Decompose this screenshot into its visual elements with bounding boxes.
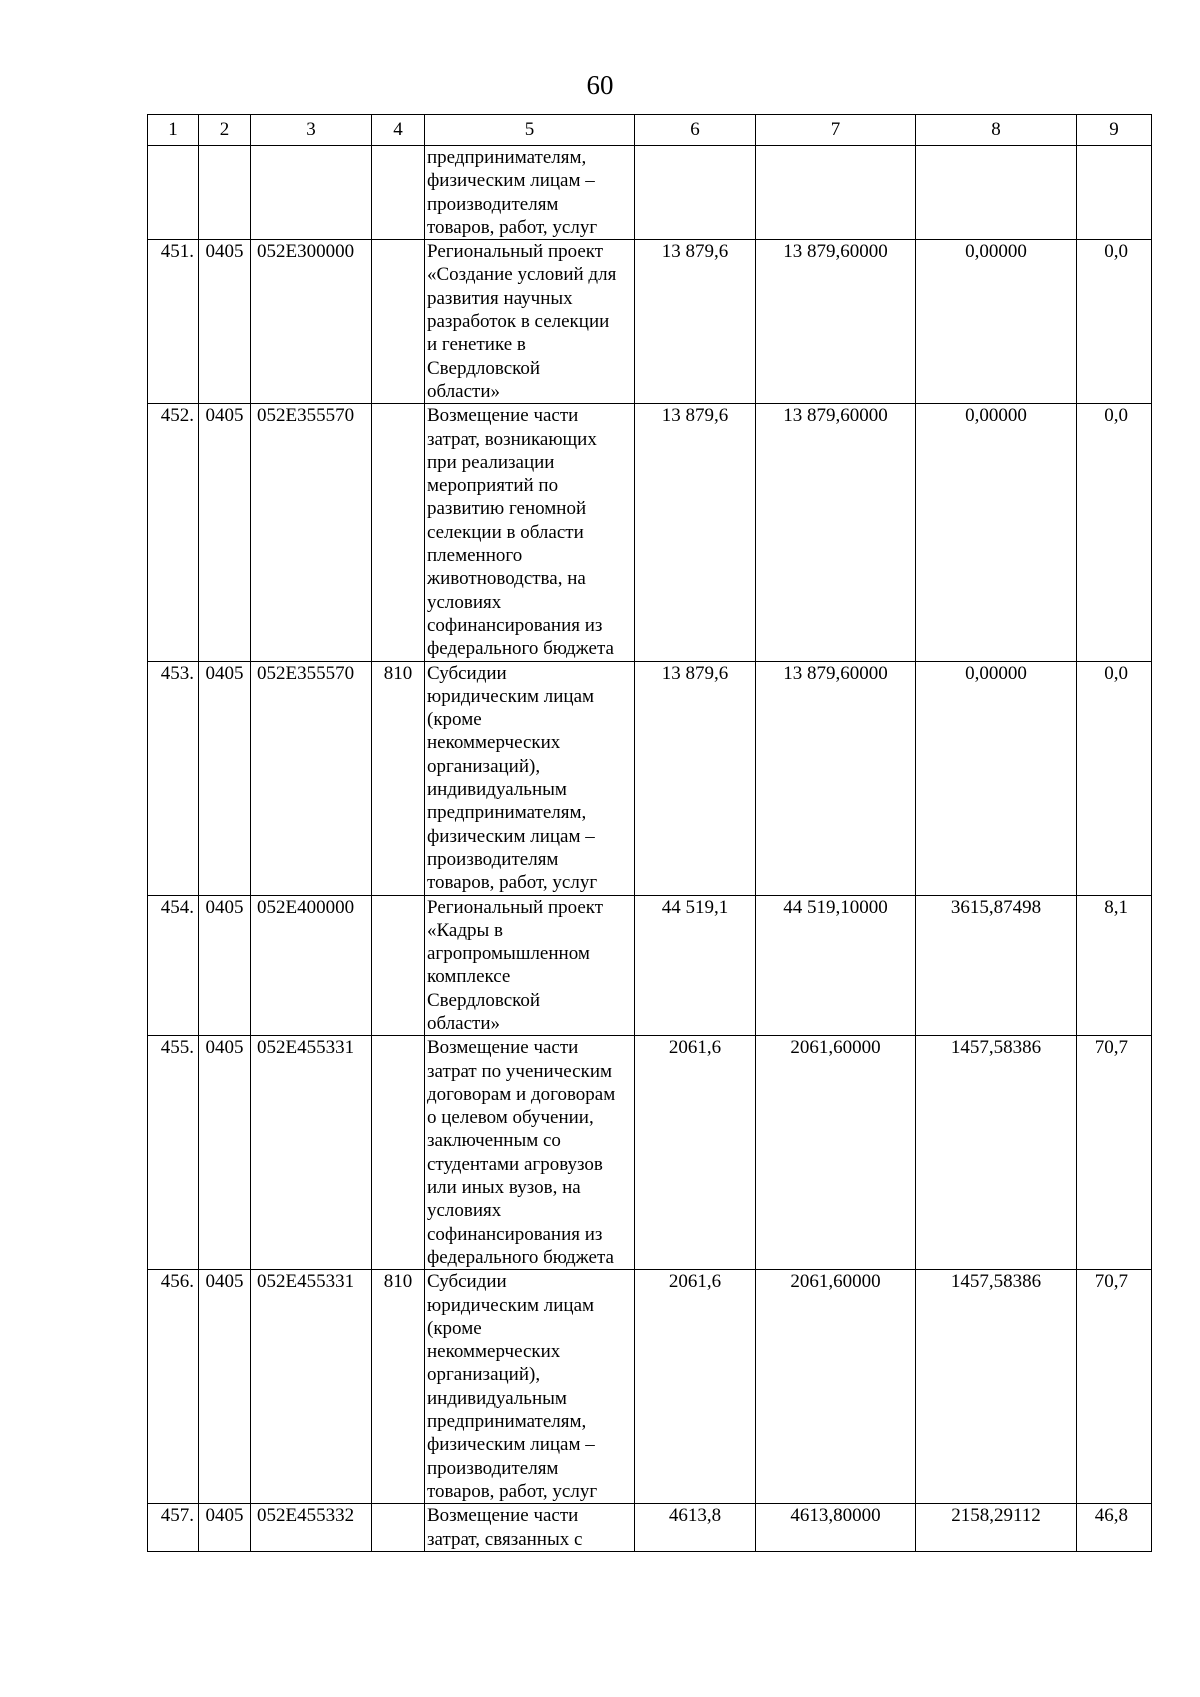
execution-percent-cell: 70,7 xyxy=(1077,1036,1152,1270)
plan-amount-cell: 2061,6 xyxy=(635,1270,756,1504)
row-number-cell: 456. xyxy=(148,1270,199,1504)
approved-amount-cell: 13 879,60000 xyxy=(756,404,916,661)
target-article-code-cell: 052E355570 xyxy=(251,661,372,895)
table-row xyxy=(148,1270,1152,1504)
plan-amount-cell xyxy=(635,146,756,240)
execution-percent-cell: 0,0 xyxy=(1077,240,1152,404)
header-cell-3: 3 xyxy=(251,115,372,146)
execution-percent-cell: 46,8 xyxy=(1077,1504,1152,1552)
header-cell-8: 8 xyxy=(916,115,1077,146)
item-name-cell: Региональный проект «Кадры в агропромышленном комплексе Свердловской области» xyxy=(425,895,635,1036)
row-number-cell: 457. xyxy=(148,1504,199,1552)
expense-type-code-cell xyxy=(372,1504,425,1552)
row-number-cell xyxy=(148,146,199,240)
item-name-cell: Возмещение части затрат, связанных с xyxy=(425,1504,635,1552)
section-code-cell: 0405 xyxy=(199,1036,251,1270)
target-article-code-cell: 052E455332 xyxy=(251,1504,372,1552)
approved-amount-cell: 13 879,60000 xyxy=(756,240,916,404)
expense-type-code-cell xyxy=(372,146,425,240)
approved-amount-cell: 44 519,10000 xyxy=(756,895,916,1036)
budget-table xyxy=(147,114,1152,1552)
header-cell-7: 7 xyxy=(756,115,916,146)
expense-type-code-cell: 810 xyxy=(372,1270,425,1504)
expense-type-code-cell: 810 xyxy=(372,661,425,895)
table-row xyxy=(148,661,1152,895)
plan-amount-cell: 4613,8 xyxy=(635,1504,756,1552)
plan-amount-cell: 13 879,6 xyxy=(635,240,756,404)
item-name-cell: Субсидии юридическим лицам (кроме некоммерческих организаций), индивидуальным предпринимателям, физическим лицам – производителям товаров, работ, услуг xyxy=(425,1270,635,1504)
execution-percent-cell: 0,0 xyxy=(1077,661,1152,895)
header-cell-6: 6 xyxy=(635,115,756,146)
plan-amount-cell: 13 879,6 xyxy=(635,404,756,661)
target-article-code-cell: 052E455331 xyxy=(251,1270,372,1504)
section-code-cell: 0405 xyxy=(199,240,251,404)
row-number-cell: 453. xyxy=(148,661,199,895)
section-code-cell: 0405 xyxy=(199,661,251,895)
table-row xyxy=(148,895,1152,1036)
plan-amount-cell: 13 879,6 xyxy=(635,661,756,895)
table-row xyxy=(148,1504,1152,1552)
approved-amount-cell: 2061,60000 xyxy=(756,1270,916,1504)
row-number-cell: 451. xyxy=(148,240,199,404)
plan-amount-cell: 2061,6 xyxy=(635,1036,756,1270)
approved-amount-cell: 4613,80000 xyxy=(756,1504,916,1552)
approved-amount-cell: 13 879,60000 xyxy=(756,661,916,895)
execution-percent-cell: 70,7 xyxy=(1077,1270,1152,1504)
table-row xyxy=(148,1036,1152,1270)
item-name-cell: Субсидии юридическим лицам (кроме некоммерческих организаций), индивидуальным предпринимателям, физическим лицам – производителям товаров, работ, услуг xyxy=(425,661,635,895)
header-row xyxy=(148,115,1152,146)
table-row xyxy=(148,146,1152,240)
table-header xyxy=(148,115,1152,146)
header-cell-9: 9 xyxy=(1077,115,1152,146)
expense-type-code-cell xyxy=(372,1036,425,1270)
target-article-code-cell: 052E300000 xyxy=(251,240,372,404)
page-number: 60 xyxy=(586,70,614,100)
target-article-code-cell: 052E455331 xyxy=(251,1036,372,1270)
item-name-cell: Региональный проект «Создание условий для развития научных разработок в селекции и генетике в Свердловской области» xyxy=(425,240,635,404)
approved-amount-cell: 2061,60000 xyxy=(756,1036,916,1270)
item-name-cell: Возмещение части затрат, возникающих при реализации мероприятий по развитию геномной селекции в области племенного животноводства, на условиях софинансирования из федерального бюджета xyxy=(425,404,635,661)
execution-percent-cell: 0,0 xyxy=(1077,404,1152,661)
expense-type-code-cell xyxy=(372,404,425,661)
executed-amount-cell: 1457,58386 xyxy=(916,1270,1077,1504)
target-article-code-cell xyxy=(251,146,372,240)
header-cell-1: 1 xyxy=(148,115,199,146)
executed-amount-cell: 0,00000 xyxy=(916,240,1077,404)
section-code-cell: 0405 xyxy=(199,404,251,661)
section-code-cell: 0405 xyxy=(199,1270,251,1504)
executed-amount-cell: 1457,58386 xyxy=(916,1036,1077,1270)
table-row xyxy=(148,240,1152,404)
execution-percent-cell xyxy=(1077,146,1152,240)
target-article-code-cell: 052E355570 xyxy=(251,404,372,661)
plan-amount-cell: 44 519,1 xyxy=(635,895,756,1036)
table-row xyxy=(148,404,1152,661)
section-code-cell: 0405 xyxy=(199,1504,251,1552)
approved-amount-cell xyxy=(756,146,916,240)
executed-amount-cell xyxy=(916,146,1077,240)
row-number-cell: 455. xyxy=(148,1036,199,1270)
execution-percent-cell: 8,1 xyxy=(1077,895,1152,1036)
header-cell-4: 4 xyxy=(372,115,425,146)
row-number-cell: 452. xyxy=(148,404,199,661)
table-body xyxy=(148,146,1152,1552)
item-name-cell: предпринимателям, физическим лицам – производителям товаров, работ, услуг xyxy=(425,146,635,240)
executed-amount-cell: 0,00000 xyxy=(916,661,1077,895)
expense-type-code-cell xyxy=(372,240,425,404)
target-article-code-cell: 052E400000 xyxy=(251,895,372,1036)
item-name-cell: Возмещение части затрат по ученическим договорам и договорам о целевом обучении, заключенным со студентами агровузов или иных вузов, на условиях софинансирования из федерального бюджета xyxy=(425,1036,635,1270)
row-number-cell: 454. xyxy=(148,895,199,1036)
executed-amount-cell: 0,00000 xyxy=(916,404,1077,661)
executed-amount-cell: 2158,29112 xyxy=(916,1504,1077,1552)
executed-amount-cell: 3615,87498 xyxy=(916,895,1077,1036)
header-cell-5: 5 xyxy=(425,115,635,146)
expense-type-code-cell xyxy=(372,895,425,1036)
section-code-cell: 0405 xyxy=(199,895,251,1036)
header-cell-2: 2 xyxy=(199,115,251,146)
section-code-cell xyxy=(199,146,251,240)
